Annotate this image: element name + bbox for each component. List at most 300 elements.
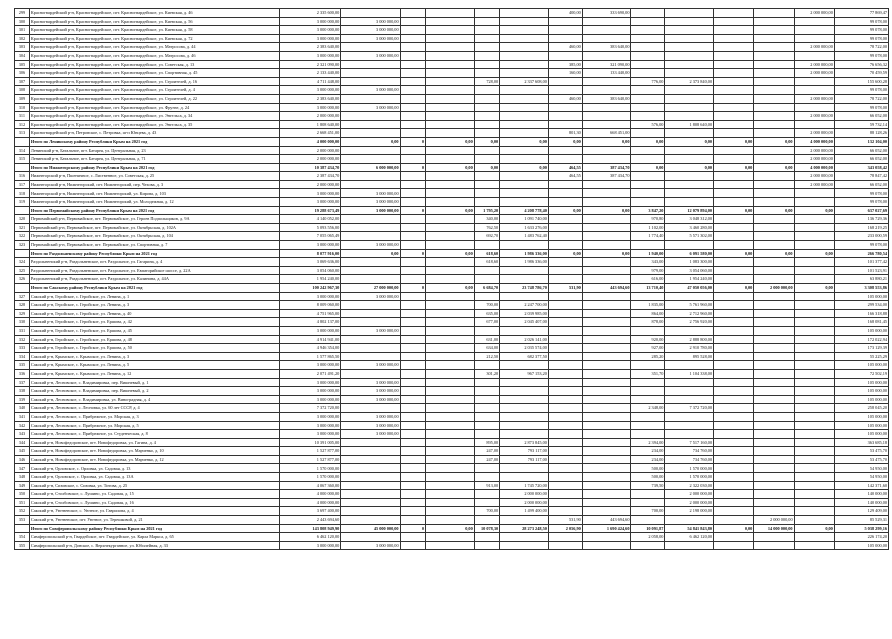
row-number-cell: 310 [15, 103, 30, 112]
value-cell [582, 438, 631, 447]
value-cell [582, 146, 631, 155]
value-cell: 0,00 [548, 206, 582, 215]
value-cell [341, 266, 400, 275]
value-cell: 0,00 [714, 249, 754, 258]
value-cell [426, 326, 475, 335]
value-cell [714, 421, 754, 430]
row-number-cell: 311 [15, 112, 30, 121]
value-cell [426, 438, 475, 447]
value-cell [665, 146, 714, 155]
row-number-cell: 299 [15, 9, 30, 18]
value-cell [474, 94, 499, 103]
value-cell [474, 395, 499, 404]
value-cell [426, 369, 475, 378]
value-cell: 692,70 [474, 232, 499, 241]
value-cell [582, 26, 631, 35]
value-cell: 2 026 141,00 [500, 335, 549, 344]
value-cell: 2 000 000,00 [500, 498, 549, 507]
value-cell [714, 455, 754, 464]
value-cell [548, 387, 582, 396]
value-cell [754, 69, 794, 78]
value-cell [426, 34, 475, 43]
value-cell [474, 541, 499, 550]
value-cell [665, 94, 714, 103]
value-cell: 1 633 276,00 [500, 223, 549, 232]
value-cell [665, 112, 714, 121]
value-cell [582, 292, 631, 301]
value-cell [426, 430, 475, 439]
address-cell: Сакский р-н, Геройское, с. Геройское, ул. Ершова, д. 50 [29, 344, 279, 353]
value-cell: 99 078,00 [834, 241, 888, 250]
value-cell: 234,00 [631, 455, 665, 464]
value-cell [474, 412, 499, 421]
value-cell: 168 081,45 [834, 318, 888, 327]
value-cell [548, 430, 582, 439]
value-cell: 0 [400, 249, 425, 258]
value-cell [548, 344, 582, 353]
address-cell: Первомайский р-н, Первомайское, пгт. Первомайское, ул. Октябрьская, д. 104 [29, 232, 279, 241]
value-cell: 160,00 [548, 69, 582, 78]
value-cell [714, 112, 754, 121]
value-cell [582, 189, 631, 198]
value-cell: 2 443 694,60 [279, 516, 340, 525]
value-cell: 247,00 [474, 455, 499, 464]
value-cell: 101 377,42 [834, 258, 888, 267]
value-cell: 1 835,00 [631, 301, 665, 310]
address-cell: Сакский р-н, Столбовское, с. Лушино, ул. Садовая, д. 15 [29, 490, 279, 499]
value-cell: 1 774,40 [631, 232, 665, 241]
value-cell [400, 155, 425, 164]
value-cell: 78 847,42 [834, 172, 888, 181]
value-cell [794, 103, 834, 112]
value-cell: 4 000 000,00 [279, 498, 340, 507]
value-cell [665, 326, 714, 335]
value-cell: 1 570 000,00 [665, 464, 714, 473]
address-cell: Сакский р-н, Крымское, с. Крымское, ул. Ленина, д. 5 [29, 361, 279, 370]
value-cell [474, 266, 499, 275]
value-cell: 1 527 877,00 [279, 455, 340, 464]
value-cell: 4 914 941,00 [279, 335, 340, 344]
table-row [15, 516, 889, 525]
value-cell [341, 232, 400, 241]
value-cell [341, 455, 400, 464]
value-cell: 0,00 [714, 163, 754, 172]
value-cell [754, 533, 794, 542]
value-cell [500, 189, 549, 198]
value-cell [400, 241, 425, 250]
value-cell [426, 86, 475, 95]
value-cell: 2 071 491,20 [279, 369, 340, 378]
value-cell: 2 039 985,00 [500, 309, 549, 318]
row-number-cell: 320 [15, 215, 30, 224]
address-cell: Сакский р-н, Геройское, с. Геройское, ул. Ершова, д. 48 [29, 335, 279, 344]
value-cell [548, 189, 582, 198]
value-cell [474, 464, 499, 473]
value-cell: 927,00 [631, 344, 665, 353]
value-cell: 6 000 000,00 [341, 163, 400, 172]
value-cell [426, 387, 475, 396]
value-cell [341, 94, 400, 103]
value-cell: 2 000 000,00 [754, 516, 794, 525]
value-cell: 53 475,70 [834, 455, 888, 464]
value-cell: 63 880,21 [834, 275, 888, 284]
table-row [15, 438, 889, 447]
value-cell [582, 326, 631, 335]
value-cell [500, 378, 549, 387]
value-cell [794, 34, 834, 43]
value-cell [582, 318, 631, 327]
value-cell [582, 120, 631, 129]
value-cell [474, 292, 499, 301]
value-cell [714, 17, 754, 26]
address-cell: Симферопольский р-н, Гвардейское, пгт. Гвардейское, ул. Карла Маркса, д. 65 [29, 533, 279, 542]
value-cell: 1 570 000,00 [665, 473, 714, 482]
address-cell: Сакский р-н, Лесновское, с. Владимировка, ул. Виноградная, д. 4 [29, 395, 279, 404]
value-cell [582, 404, 631, 413]
table-row [15, 473, 889, 482]
row-number-cell: 327 [15, 292, 30, 301]
table-row [15, 318, 889, 327]
value-cell [582, 301, 631, 310]
address-cell: Ленинский р-н, Батальное, пгт. Батарея, ул. Центральная, д. 71 [29, 155, 279, 164]
value-cell: 2 000 000,00 [279, 112, 340, 121]
value-cell: 0,00 [426, 524, 475, 533]
value-cell [631, 326, 665, 335]
value-cell [400, 112, 425, 121]
value-cell: 247,00 [474, 447, 499, 456]
value-cell: 3 000 000,00 [279, 26, 340, 35]
table-row [15, 198, 889, 207]
value-cell [631, 155, 665, 164]
value-cell: 47 050 056,00 [665, 284, 714, 293]
value-cell [665, 26, 714, 35]
value-cell [582, 344, 631, 353]
value-cell: 895,00 [474, 438, 499, 447]
value-cell: 2 383 640,00 [279, 94, 340, 103]
table-row [15, 378, 889, 387]
value-cell: 140 000,00 [834, 498, 888, 507]
value-cell [794, 51, 834, 60]
value-cell [665, 292, 714, 301]
value-cell [548, 34, 582, 43]
value-cell [426, 180, 475, 189]
value-cell [631, 361, 665, 370]
value-cell [341, 309, 400, 318]
value-cell [474, 51, 499, 60]
address-cell: Раздольненский р-н, Раздольненское, пгт. Раздольное, ул. Гагарина, д. 4 [29, 258, 279, 267]
value-cell: 0,00 [794, 524, 834, 533]
value-cell [794, 352, 834, 361]
value-cell: 7 372 720,00 [279, 404, 340, 413]
value-cell [665, 9, 714, 18]
value-cell [631, 172, 665, 181]
value-cell [548, 318, 582, 327]
value-cell [426, 395, 475, 404]
value-cell: 172 022,94 [834, 335, 888, 344]
address-cell: Сакский р-н, Геройское, с. Геройское, ул. Ленина, д. 3 [29, 301, 279, 310]
value-cell: 99 078,00 [834, 17, 888, 26]
value-cell [341, 498, 400, 507]
value-cell [794, 77, 834, 86]
row-number-cell: 342 [15, 421, 30, 430]
value-cell [400, 447, 425, 456]
value-cell [754, 309, 794, 318]
value-cell: 7 372 720,00 [665, 404, 714, 413]
value-cell [400, 17, 425, 26]
value-cell: 635,00 [474, 309, 499, 318]
value-cell [754, 447, 794, 456]
value-cell: 2 000 000,00 [794, 129, 834, 138]
value-cell [548, 481, 582, 490]
value-cell: 2 035 574,00 [500, 344, 549, 353]
value-cell: 2 000 000,00 [665, 498, 714, 507]
value-cell: 0,00 [341, 249, 400, 258]
value-cell: 2 000 000,00 [794, 172, 834, 181]
value-cell [794, 378, 834, 387]
value-cell: 66 052,00 [834, 180, 888, 189]
value-cell [582, 490, 631, 499]
value-cell [714, 258, 754, 267]
value-cell: 140 000,00 [834, 490, 888, 499]
value-cell [754, 129, 794, 138]
value-cell: 105 000,00 [834, 326, 888, 335]
value-cell [426, 490, 475, 499]
value-cell: 105 000,00 [834, 430, 888, 439]
value-cell [548, 438, 582, 447]
row-number-cell [15, 206, 30, 215]
table-row [15, 387, 889, 396]
row-number-cell: 341 [15, 412, 30, 421]
value-cell: 3 000 000,00 [279, 430, 340, 439]
total-label-cell: Итого по Сакскому району Республики Крым на 2021 год [29, 284, 279, 293]
value-cell [754, 430, 794, 439]
value-cell [714, 9, 754, 18]
row-number-cell: 318 [15, 189, 30, 198]
value-cell [665, 34, 714, 43]
value-cell [714, 120, 754, 129]
value-cell [631, 86, 665, 95]
value-cell [582, 395, 631, 404]
value-cell [665, 516, 714, 525]
value-cell [548, 17, 582, 26]
value-cell [400, 258, 425, 267]
value-cell: 3 000 000,00 [341, 421, 400, 430]
value-cell [665, 60, 714, 69]
value-cell [500, 129, 549, 138]
value-cell: 66 052,00 [834, 112, 888, 121]
value-cell [474, 198, 499, 207]
value-cell: 143 808 949,90 [279, 524, 340, 533]
value-cell [500, 86, 549, 95]
value-cell [582, 412, 631, 421]
row-number-cell: 307 [15, 77, 30, 86]
table-total-row [15, 163, 889, 172]
value-cell: 2 056,90 [548, 524, 582, 533]
value-cell [341, 77, 400, 86]
value-cell [426, 155, 475, 164]
table-row [15, 86, 889, 95]
value-cell [665, 69, 714, 78]
value-cell: 133 440,00 [582, 69, 631, 78]
value-cell [548, 352, 582, 361]
value-cell [474, 60, 499, 69]
value-cell [631, 146, 665, 155]
value-cell: 531,90 [548, 516, 582, 525]
value-cell [426, 112, 475, 121]
address-cell: Красногвардейский р-н, Красногвардейское, пгт. Красногвардейское, ул. Киевская, д. 56 [29, 17, 279, 26]
value-cell: 4 751 965,00 [279, 309, 340, 318]
value-cell [426, 198, 475, 207]
value-cell: 226 174,20 [834, 533, 888, 542]
value-cell [714, 516, 754, 525]
row-number-cell [15, 137, 30, 146]
value-cell: 1 986 336,00 [500, 249, 549, 258]
value-cell: 739,50 [631, 481, 665, 490]
value-cell [582, 507, 631, 516]
value-cell: 728,00 [474, 77, 499, 86]
value-cell: 1 795,20 [474, 206, 499, 215]
value-cell: 2 348,00 [631, 404, 665, 413]
value-cell: 4 208 778,40 [500, 206, 549, 215]
value-cell [474, 120, 499, 129]
value-cell [582, 361, 631, 370]
value-cell: 0,00 [794, 249, 834, 258]
value-cell [341, 516, 400, 525]
row-number-cell [15, 163, 30, 172]
value-cell [714, 223, 754, 232]
value-cell [400, 421, 425, 430]
document-page [14, 8, 889, 550]
value-cell: 2 910 780,00 [665, 344, 714, 353]
value-cell: 677,00 [474, 318, 499, 327]
value-cell [631, 34, 665, 43]
value-cell [582, 455, 631, 464]
value-cell [548, 507, 582, 516]
value-cell: 0,00 [631, 163, 665, 172]
value-cell: 27 000 000,00 [341, 284, 400, 293]
value-cell: 0 [400, 137, 425, 146]
value-cell [665, 51, 714, 60]
value-cell [474, 9, 499, 18]
value-cell [631, 241, 665, 250]
table-row [15, 412, 889, 421]
value-cell [341, 369, 400, 378]
value-cell [754, 507, 794, 516]
table-row [15, 223, 889, 232]
value-cell [714, 34, 754, 43]
value-cell [582, 541, 631, 550]
value-cell [548, 404, 582, 413]
value-cell: 8 009 060,00 [279, 301, 340, 310]
value-cell: 2 000 000,00 [794, 155, 834, 164]
value-cell: 2 712 960,00 [665, 309, 714, 318]
value-cell: 2 387 434,70 [279, 172, 340, 181]
value-cell: 967 153,20 [500, 369, 549, 378]
value-cell [665, 172, 714, 181]
value-cell [754, 464, 794, 473]
value-cell: 913,00 [474, 481, 499, 490]
value-cell [582, 155, 631, 164]
value-cell: 0,00 [665, 163, 714, 172]
value-cell: 0,00 [548, 137, 582, 146]
value-cell [582, 430, 631, 439]
value-cell: 66 052,00 [834, 146, 888, 155]
value-cell [582, 180, 631, 189]
value-cell [548, 258, 582, 267]
value-cell: 2 756 920,00 [665, 318, 714, 327]
value-cell [714, 438, 754, 447]
value-cell: 634,00 [474, 344, 499, 353]
value-cell [754, 103, 794, 112]
value-cell [426, 464, 475, 473]
value-cell: 793 117,00 [500, 455, 549, 464]
table-row [15, 533, 889, 542]
value-cell [754, 361, 794, 370]
value-cell [341, 335, 400, 344]
value-cell [582, 447, 631, 456]
table-row [15, 455, 889, 464]
value-cell [548, 86, 582, 95]
value-cell [631, 395, 665, 404]
value-cell [754, 387, 794, 396]
value-cell [400, 266, 425, 275]
value-cell [500, 120, 549, 129]
value-cell [794, 464, 834, 473]
value-cell: 2 000 000,00 [279, 146, 340, 155]
value-cell [426, 309, 475, 318]
value-cell: 734 760,00 [665, 455, 714, 464]
value-cell [341, 533, 400, 542]
value-cell [582, 473, 631, 482]
value-cell [548, 455, 582, 464]
value-cell: 5 571 302,00 [665, 232, 714, 241]
value-cell [548, 51, 582, 60]
value-cell [341, 180, 400, 189]
value-cell [500, 146, 549, 155]
value-cell [582, 335, 631, 344]
row-number-cell: 301 [15, 26, 30, 35]
value-cell [665, 129, 714, 138]
value-cell: 2 888 800,00 [665, 335, 714, 344]
value-cell [548, 198, 582, 207]
value-cell: 105 000,00 [834, 378, 888, 387]
value-cell [500, 103, 549, 112]
value-cell [426, 241, 475, 250]
value-cell: 0,00 [754, 206, 794, 215]
value-cell [426, 533, 475, 542]
value-cell [474, 103, 499, 112]
value-cell [665, 155, 714, 164]
value-cell: 14 000 000,00 [754, 524, 794, 533]
value-cell [500, 112, 549, 121]
row-number-cell: 326 [15, 275, 30, 284]
row-number-cell: 316 [15, 172, 30, 181]
value-cell [426, 481, 475, 490]
value-cell: 54 841 843,80 [665, 524, 714, 533]
table-row [15, 352, 889, 361]
value-cell [582, 352, 631, 361]
value-cell [474, 361, 499, 370]
value-cell: 1 527 877,00 [279, 447, 340, 456]
value-cell [794, 318, 834, 327]
value-cell [794, 232, 834, 241]
row-number-cell: 305 [15, 60, 30, 69]
value-cell [341, 60, 400, 69]
value-cell [500, 69, 549, 78]
value-cell: 4 067 360,00 [279, 481, 340, 490]
value-cell [665, 241, 714, 250]
value-cell [794, 17, 834, 26]
